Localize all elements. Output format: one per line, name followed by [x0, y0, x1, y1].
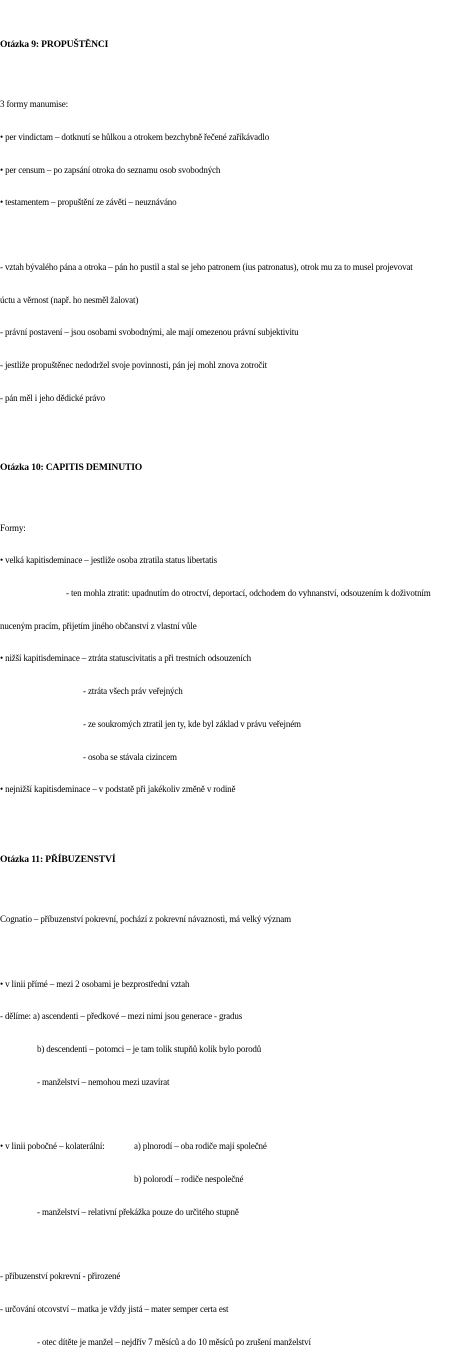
bullet-line: • velká kapitisdeminace – jestliže osoba ztratila status libertatis	[0, 555, 218, 566]
sub-text: a) plnorodí – oba rodiče mají společné	[134, 1141, 267, 1152]
bullet-line: • testamentem – propuštění ze závěti – neuznáváno	[0, 197, 177, 208]
text-line: - právní postavení – jsou osobami svobodnými, ale mají omezenou právní subjektivitu	[0, 327, 299, 338]
section-heading: Otázka 9: PROPUŠTĚNCI	[0, 38, 109, 50]
text-line: - příbuzenství pokrevní - přirozené	[0, 1271, 121, 1282]
sub-line: - ztráta všech práv veřejných	[83, 686, 183, 697]
text-line: 3 formy manumise:	[0, 99, 68, 110]
bullet-line: • v linii přímé – mezi 2 osobami je bezprostřední vztah	[0, 978, 190, 989]
sub-line: - manželství – relativní překážka pouze do určitého stupně	[37, 1206, 239, 1217]
text-line: Formy:	[0, 522, 26, 533]
sub-line: b) polorodí – rodiče nespolečné	[134, 1174, 244, 1185]
sub-line: - manželství – nemohou mezi uzavírat	[37, 1076, 170, 1087]
sub-line: - ten mohla ztratit: upadnutím do otroctví, deportací, odchodem do vyhnanství, odsouzením k doživotním	[66, 588, 431, 599]
sub-line: - ze soukromých ztratil jen ty, kde byl základ v právu veřejném	[83, 718, 301, 729]
sub-line: b) descendenti – potomci – je tam tolik stupňů kolik bylo porodů	[37, 1044, 262, 1055]
bullet-line: • per vindictam – dotknutí se hůlkou a otrokem bezchybně řečené zaříkávadlo	[0, 131, 270, 142]
bullet-line: • nižší kapitisdeminace – ztráta statuscivitatis a při trestních odsouzeních	[0, 653, 251, 664]
text-line: - pán měl i jeho dědické právo	[0, 392, 105, 403]
bullet-line	[0, 1141, 460, 1152]
text-line: - jestliže propuštěnec nedodržel svoje povinnosti, pán jej mohl znova zotročit	[0, 359, 267, 370]
text-line: Cognatio – příbuzenství pokrevní, pochází z pokrevní návaznosti, má velký význam	[0, 914, 291, 925]
section-heading: Otázka 10: CAPITIS DEMINUTIO	[0, 462, 143, 474]
bullet-text: • v linii pobočné – kolaterální:	[0, 1141, 105, 1152]
sub-line: - otec dítěte je manžel – nejdřív 7 měsíců a do 10 měsíců po zrušení manželství	[37, 1336, 311, 1347]
sub-line: - osoba se stávala cizincem	[83, 751, 177, 762]
text-line: - určování otcovství – matka je vždy jistá – mater semper certa est	[0, 1303, 229, 1314]
text-line: úctu a věrnost (např. ho nesměl žalovat)	[0, 294, 139, 305]
bullet-line: • per censum – po zapsání otroka do seznamu osob svobodných	[0, 164, 221, 175]
section-heading: Otázka 11: PŘÍBUZENSTVÍ	[0, 853, 116, 865]
bullet-line: • nejnižší kapitisdeminace – v podstatě při jakékoliv změně v rodině	[0, 784, 236, 795]
text-line: - dělíme: a) ascendenti – předkové – mezi nimi jsou generace - gradus	[0, 1011, 243, 1022]
text-line: - vztah bývalého pána a otroka – pán ho pustil a stal se jeho patronem (ius patronatus), otrok mu za to musel projevovat	[0, 261, 413, 272]
text-line: nuceným pracím, přijetím jiného občanství z vlastní vůle	[0, 620, 197, 631]
